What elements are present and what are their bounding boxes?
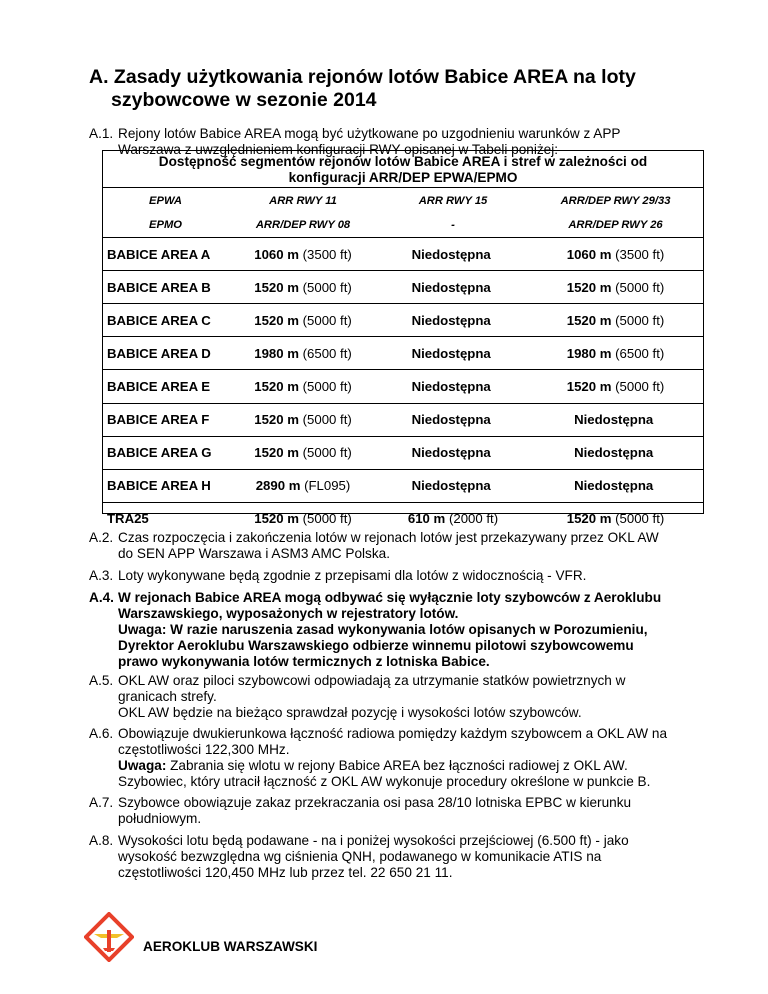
table-cell	[528, 271, 703, 303]
cell-unit: (5000 ft)	[615, 279, 665, 295]
cell-unit: (5000 ft)	[302, 279, 352, 295]
paragraph-line: W rejonach Babice AREA mogą odbywać się wyłącznie loty szybowców z Aeroklubu	[118, 590, 662, 605]
cell-unit: (6500 ft)	[615, 345, 665, 361]
paragraph-line: Wysokości lotu będą podawane - na i poniżej wysokości przejściowej (6.500 ft) - jako	[118, 833, 629, 848]
paragraph-a4	[89, 590, 709, 670]
table-cell: BABICE AREA C	[107, 312, 211, 328]
paragraph-number: A.6.	[89, 726, 114, 741]
table-cell	[378, 271, 528, 303]
paragraph-a8	[89, 833, 709, 881]
cell-value: Niedostępna	[411, 279, 491, 295]
paragraph-line: Warszawa z uwzględnieniem konfiguracji RWY opisanej w Tabeli poniżej:	[118, 142, 558, 157]
paragraph-line: Rejony lotów Babice AREA mogą być użytkowane po uzgodnieniu warunków z APP	[118, 126, 621, 141]
header-cell: EPWA	[149, 195, 182, 207]
cell-value: 1520 m	[254, 511, 299, 527]
table-cell: BABICE AREA D	[107, 345, 211, 361]
cell-value: 1060 m	[566, 246, 612, 262]
aeroklub-logo-icon	[84, 912, 134, 962]
cell-value: Niedostępna	[411, 246, 491, 262]
heading-line-2: szybowcowe w sezonie 2014	[111, 89, 377, 111]
table-cell: BABICE AREA F	[107, 412, 210, 427]
cell-value: 610 m	[407, 511, 446, 527]
cell-value: 1520 m	[566, 279, 612, 295]
paragraph-line: południowym.	[118, 811, 202, 826]
cell-value: Niedostępna	[411, 312, 491, 328]
table-title-line-2: konfiguracji ARR/DEP EPWA/EPMO	[288, 170, 518, 185]
table-cell	[378, 404, 528, 436]
cell-unit: (5000 ft)	[615, 378, 665, 394]
paragraph-a7	[89, 795, 709, 827]
cell-value: 1520 m	[566, 312, 612, 328]
table-row	[103, 237, 703, 270]
heading-line-1: A. Zasady użytkowania rejonów lotów Babice AREA na loty	[89, 66, 636, 88]
paragraph-line: częstotliwości 122,300 MHz.	[118, 742, 290, 757]
cell-unit: (5000 ft)	[302, 412, 352, 427]
cell-unit: (6500 ft)	[302, 345, 352, 361]
paragraph-a2	[89, 530, 709, 562]
paragraph-line: Szybowiec, który utracił łączność z OKL AW wykonuje procedury określone w punkcie B.	[118, 774, 651, 789]
table-cell	[378, 470, 528, 502]
table-cell	[228, 404, 378, 436]
table-cell: BABICE AREA B	[107, 279, 211, 295]
table-cell: BABICE AREA E	[107, 378, 211, 394]
table-cell	[378, 370, 528, 402]
cell-unit: (3500 ft)	[302, 246, 352, 262]
availability-table	[102, 150, 704, 527]
cell-value: Niedostępna	[574, 412, 654, 427]
cell-unit: (5000 ft)	[302, 511, 352, 527]
cell-value: 1980 m	[254, 345, 299, 361]
table-row	[103, 436, 703, 469]
cell-value: 1520 m	[254, 312, 299, 328]
table-cell	[228, 271, 378, 303]
paragraph-line: Szybowce obowiązuje zakaz przekraczania osi pasa 28/10 lotniska EPBC w kierunku	[118, 795, 632, 810]
paragraph-number: A.3.	[89, 568, 114, 583]
header-row-epmo	[103, 213, 703, 237]
cell-unit: (5000 ft)	[302, 445, 352, 461]
paragraph-line: OKL AW oraz piloci szybowcowi odpowiadają za utrzymanie statków powietrznych w	[118, 673, 626, 688]
cell-value: 1520 m	[254, 378, 299, 394]
paragraph-number: A.5.	[89, 673, 114, 688]
table-cell: BABICE AREA H	[107, 478, 211, 494]
header-cell: ARR RWY 15	[418, 195, 488, 207]
paragraph-line	[118, 758, 709, 774]
table-cell	[228, 437, 378, 469]
header-cell: ARR/DEP RWY 08	[255, 219, 351, 231]
org-name: AEROKLUB WARSZAWSKI	[143, 939, 318, 954]
cell-value: 1520 m	[566, 511, 612, 527]
table-row	[103, 369, 703, 402]
footer	[84, 912, 384, 982]
cell-value: Niedostępna	[574, 478, 654, 494]
cell-unit: (5000 ft)	[615, 312, 665, 328]
paragraph-number: A.2.	[89, 530, 114, 545]
table-row	[103, 469, 703, 502]
paragraph-line: wysokość bezwzględna wg ciśnienia QNH, podawanego w komunikacie ATIS na	[118, 849, 602, 864]
table-row	[103, 303, 703, 336]
table-cell	[228, 370, 378, 402]
table-title-line-1: Dostępność segmentów rejonów lotów Babice AREA i stref w zależności od	[158, 154, 648, 169]
table-cell: TRA25	[107, 511, 149, 527]
paragraph-line: Czas rozpoczęcia i zakończenia lotów w rejonach lotów jest przekazywany przez OKL AW	[118, 530, 659, 545]
header-cell: EPMO	[149, 219, 182, 231]
cell-value: Niedostępna	[411, 478, 491, 494]
paragraph-line: Warszawskiego, wyposażonych w rejestratory lotów.	[118, 606, 459, 621]
table-cell: BABICE AREA G	[107, 445, 212, 461]
cell-value: Niedostępna	[574, 445, 654, 461]
header-row-epwa	[103, 189, 703, 213]
paragraph-number: A.1.	[89, 126, 114, 141]
table-cell	[528, 238, 703, 270]
table-row	[103, 403, 703, 436]
cell-unit: (5000 ft)	[302, 378, 352, 394]
cell-unit: (3500 ft)	[615, 246, 665, 262]
header-cell: ARR/DEP RWY 26	[568, 219, 663, 231]
table-cell	[228, 238, 378, 270]
cell-value: 1520 m	[254, 279, 299, 295]
table-title	[103, 151, 703, 188]
cell-value: 1520 m	[254, 412, 299, 427]
paragraph-line: Obowiązuje dwukierunkowa łączność radiowa pomiędzy każdym szybowcem a OKL AW na	[118, 726, 668, 741]
cell-value: Niedostępna	[411, 378, 491, 394]
paragraph-line: OKL AW będzie na bieżąco sprawdzał pozycję i wysokości lotów szybowców.	[118, 705, 582, 720]
paragraph-a5	[89, 673, 709, 721]
cell-value: 2890 m	[255, 478, 301, 494]
cell-value: Niedostępna	[411, 412, 491, 427]
table-row	[103, 336, 703, 369]
table-cell	[378, 337, 528, 369]
table-cell	[378, 304, 528, 336]
cell-value: Niedostępna	[411, 445, 491, 461]
table-cell	[528, 470, 703, 502]
cell-unit: (5000 ft)	[302, 312, 352, 328]
table-cell	[228, 337, 378, 369]
paragraph-number: A.8.	[89, 833, 114, 848]
paragraph-line: Loty wykonywane będą zgodnie z przepisami dla lotów z widocznością - VFR.	[118, 568, 587, 583]
cell-value: 1520 m	[254, 445, 299, 461]
table-cell	[378, 238, 528, 270]
cell-unit: (2000 ft)	[448, 511, 499, 527]
table-row	[103, 270, 703, 303]
header-cell: ARR/DEP RWY 29/33	[560, 195, 671, 207]
cell-value: Niedostępna	[411, 345, 491, 361]
paragraph-line: prawo wykonywania lotów termicznych z lotniska Babice.	[118, 654, 490, 669]
header-cell: ARR RWY 11	[269, 195, 337, 207]
table-cell	[528, 304, 703, 336]
table-cell	[528, 404, 703, 436]
section-heading	[89, 66, 689, 112]
table-cell	[528, 437, 703, 469]
table-cell	[528, 370, 703, 402]
paragraph-line: granicach strefy.	[118, 689, 217, 704]
uwaga-text: Zabrania się wlotu w rejony Babice AREA bez łączności radiowej z OKL AW.	[170, 758, 628, 773]
paragraph-number: A.7.	[89, 795, 114, 810]
cell-value: 1980 m	[566, 345, 612, 361]
table-cell	[528, 337, 703, 369]
paragraph-line: Uwaga: W razie naruszenia zasad wykonywania lotów opisanych w Porozumieniu,	[118, 622, 648, 637]
paragraph-a6	[89, 726, 709, 790]
logo-tail	[103, 948, 115, 951]
table-cell: BABICE AREA A	[107, 246, 211, 262]
paragraph-a3	[89, 568, 709, 584]
paragraph-line: do SEN APP Warszawa i ASM3 AMC Polska.	[118, 546, 390, 561]
paragraph-line: Dyrektor Aeroklubu Warszawskiego odbierze winnemu pilotowi szybowcowemu	[118, 638, 634, 653]
paragraph-line: częstotliwości 120,450 MHz lub przez tel. 22 650 21 11.	[118, 865, 453, 880]
cell-value: 1520 m	[566, 378, 612, 394]
paragraph-number: A.4.	[89, 590, 114, 605]
table-cell	[228, 304, 378, 336]
header-cell: -	[451, 219, 455, 231]
cell-unit: (FL095)	[304, 478, 351, 494]
table-cell	[378, 437, 528, 469]
table-cell	[228, 470, 378, 502]
cell-unit: (5000 ft)	[615, 511, 665, 527]
cell-value: 1060 m	[254, 246, 299, 262]
uwaga-label: Uwaga:	[118, 758, 167, 773]
